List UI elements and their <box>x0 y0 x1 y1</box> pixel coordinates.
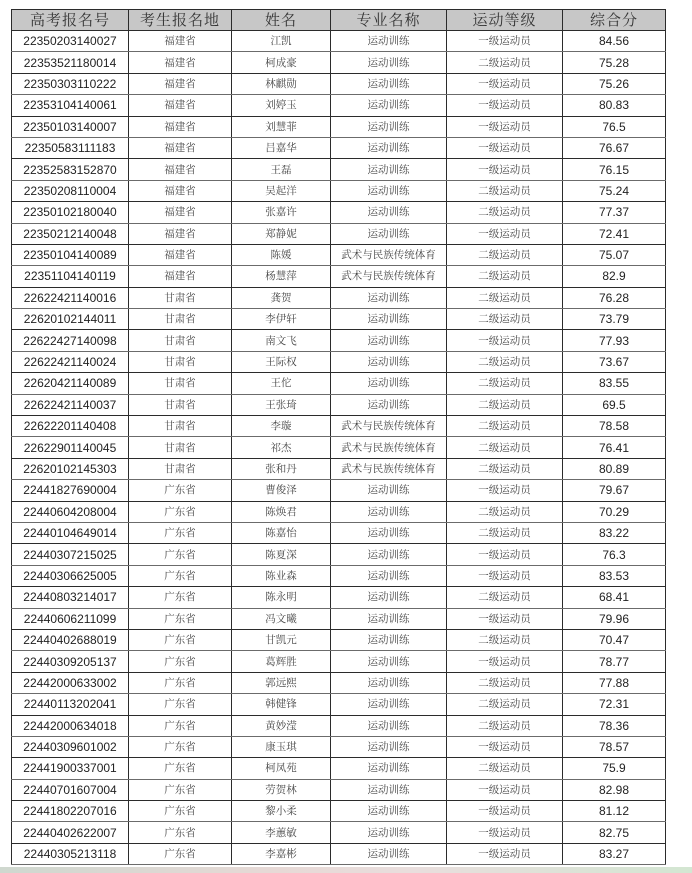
cell-major: 运动训练 <box>331 694 447 715</box>
cell-sports-level: 二级运动员 <box>447 715 563 736</box>
cell-major: 运动训练 <box>331 544 447 565</box>
cell-major: 运动训练 <box>331 672 447 693</box>
cell-exam-id: 22352583152870 <box>12 159 129 180</box>
cell-registration-place: 福建省 <box>129 202 232 223</box>
cell-major: 运动训练 <box>331 522 447 543</box>
cell-exam-id: 22622901140045 <box>12 437 129 458</box>
table-row <box>12 480 666 501</box>
cell-name: 劳贺林 <box>232 779 331 800</box>
cell-major: 武术与民族传统体育 <box>331 458 447 479</box>
cell-exam-id: 22440306625005 <box>12 565 129 586</box>
cell-registration-place: 广东省 <box>129 736 232 757</box>
cell-major: 运动训练 <box>331 501 447 522</box>
cell-exam-id: 22440402622007 <box>12 822 129 843</box>
cell-name: 陈焕君 <box>232 501 331 522</box>
cell-registration-place: 广东省 <box>129 629 232 650</box>
cell-registration-place: 福建省 <box>129 223 232 244</box>
cell-total-score: 78.36 <box>563 715 666 736</box>
cell-exam-id: 22350303110222 <box>12 73 129 94</box>
cell-total-score: 84.56 <box>563 31 666 52</box>
cell-sports-level: 二级运动员 <box>447 587 563 608</box>
cell-name: 王磊 <box>232 159 331 180</box>
cell-sports-level: 二级运动员 <box>447 416 563 437</box>
cell-sports-level: 一级运动员 <box>447 480 563 501</box>
cell-registration-place: 广东省 <box>129 822 232 843</box>
cell-registration-place: 广东省 <box>129 843 232 864</box>
table-row <box>12 822 666 843</box>
cell-exam-id: 22353104140061 <box>12 95 129 116</box>
cell-total-score: 78.77 <box>563 651 666 672</box>
cell-total-score: 76.5 <box>563 116 666 137</box>
cell-sports-level: 二级运动员 <box>447 52 563 73</box>
cell-total-score: 76.67 <box>563 137 666 158</box>
cell-exam-id: 22440604208004 <box>12 501 129 522</box>
cell-name: 李蕙敏 <box>232 822 331 843</box>
cell-registration-place: 甘肃省 <box>129 373 232 394</box>
cell-sports-level: 二级运动员 <box>447 522 563 543</box>
cell-sports-level: 一级运动员 <box>447 137 563 158</box>
cell-major: 武术与民族传统体育 <box>331 437 447 458</box>
cell-major: 武术与民族传统体育 <box>331 266 447 287</box>
cell-total-score: 72.41 <box>563 223 666 244</box>
cell-exam-id: 22440309205137 <box>12 651 129 672</box>
cell-name: 甘凯元 <box>232 629 331 650</box>
cell-sports-level: 一级运动员 <box>447 95 563 116</box>
cell-registration-place: 甘肃省 <box>129 351 232 372</box>
cell-registration-place: 福建省 <box>129 116 232 137</box>
cell-total-score: 76.41 <box>563 437 666 458</box>
cell-name: 刘婷玉 <box>232 95 331 116</box>
table-row <box>12 672 666 693</box>
cell-registration-place: 福建省 <box>129 244 232 265</box>
cell-sports-level: 一级运动员 <box>447 779 563 800</box>
cell-name: 冯文曦 <box>232 608 331 629</box>
cell-exam-id: 22440309601002 <box>12 736 129 757</box>
cell-name: 郭远熙 <box>232 672 331 693</box>
cell-registration-place: 广东省 <box>129 758 232 779</box>
cell-registration-place: 甘肃省 <box>129 309 232 330</box>
cell-major: 运动训练 <box>331 95 447 116</box>
cell-registration-place: 广东省 <box>129 522 232 543</box>
table-row <box>12 31 666 52</box>
cell-sports-level: 一级运动员 <box>447 608 563 629</box>
table-row <box>12 651 666 672</box>
cell-total-score: 83.27 <box>563 843 666 864</box>
cell-exam-id: 22440701607004 <box>12 779 129 800</box>
table-row <box>12 351 666 372</box>
cell-name: 康玉琪 <box>232 736 331 757</box>
cell-registration-place: 广东省 <box>129 694 232 715</box>
cell-sports-level: 一级运动员 <box>447 330 563 351</box>
cell-name: 张嘉许 <box>232 202 331 223</box>
admission-roster-table <box>11 9 666 865</box>
cell-registration-place: 甘肃省 <box>129 330 232 351</box>
table-row <box>12 116 666 137</box>
cell-exam-id: 22622421140016 <box>12 287 129 308</box>
cell-registration-place: 甘肃省 <box>129 416 232 437</box>
cell-exam-id: 22622421140024 <box>12 351 129 372</box>
cell-exam-id: 22620421140089 <box>12 373 129 394</box>
cell-sports-level: 一级运动员 <box>447 736 563 757</box>
cell-total-score: 76.15 <box>563 159 666 180</box>
cell-total-score: 75.07 <box>563 244 666 265</box>
table-row <box>12 587 666 608</box>
cell-registration-place: 甘肃省 <box>129 437 232 458</box>
cell-registration-place: 福建省 <box>129 137 232 158</box>
cell-sports-level: 一级运动员 <box>447 801 563 822</box>
cell-registration-place: 福建省 <box>129 159 232 180</box>
admission-roster-sheet <box>11 9 665 865</box>
cell-major: 武术与民族传统体育 <box>331 416 447 437</box>
cell-total-score: 82.75 <box>563 822 666 843</box>
cell-name: 葛辉胜 <box>232 651 331 672</box>
cell-total-score: 78.57 <box>563 736 666 757</box>
cell-exam-id: 22442000633002 <box>12 672 129 693</box>
cell-registration-place: 广东省 <box>129 565 232 586</box>
table-row <box>12 266 666 287</box>
cell-major: 运动训练 <box>331 31 447 52</box>
cell-name: 韩健锋 <box>232 694 331 715</box>
cell-name: 陈媛 <box>232 244 331 265</box>
cell-major: 运动训练 <box>331 52 447 73</box>
cell-major: 运动训练 <box>331 287 447 308</box>
cell-sports-level: 二级运动员 <box>447 394 563 415</box>
cell-name: 杨慧萍 <box>232 266 331 287</box>
cell-sports-level: 二级运动员 <box>447 373 563 394</box>
cell-registration-place: 福建省 <box>129 266 232 287</box>
cell-major: 运动训练 <box>331 309 447 330</box>
table-row <box>12 394 666 415</box>
cell-name: 李璇 <box>232 416 331 437</box>
table-row <box>12 779 666 800</box>
cell-major: 运动训练 <box>331 373 447 394</box>
cell-total-score: 82.98 <box>563 779 666 800</box>
cell-name: 曹俊泽 <box>232 480 331 501</box>
column-header-registration-place: 考生报名地 <box>129 10 232 31</box>
cell-exam-id: 22620102145303 <box>12 458 129 479</box>
table-row <box>12 501 666 522</box>
cell-major: 运动训练 <box>331 587 447 608</box>
cell-registration-place: 甘肃省 <box>129 287 232 308</box>
table-header-row <box>12 10 666 31</box>
table-row <box>12 202 666 223</box>
cell-exam-id: 22622201140408 <box>12 416 129 437</box>
cell-name: 黎小柔 <box>232 801 331 822</box>
table-row <box>12 694 666 715</box>
cell-exam-id: 22441802207016 <box>12 801 129 822</box>
cell-registration-place: 广东省 <box>129 480 232 501</box>
table-row <box>12 736 666 757</box>
table-row <box>12 715 666 736</box>
cell-exam-id: 22350103140007 <box>12 116 129 137</box>
cell-sports-level: 一级运动员 <box>447 223 563 244</box>
cell-sports-level: 二级运动员 <box>447 266 563 287</box>
cell-exam-id: 22351104140119 <box>12 266 129 287</box>
table-row <box>12 95 666 116</box>
cell-total-score: 83.53 <box>563 565 666 586</box>
cell-sports-level: 二级运动员 <box>447 287 563 308</box>
cell-sports-level: 一级运动员 <box>447 31 563 52</box>
cell-exam-id: 22622421140037 <box>12 394 129 415</box>
cell-total-score: 72.31 <box>563 694 666 715</box>
cell-name: 陈嘉怡 <box>232 522 331 543</box>
cell-sports-level: 二级运动员 <box>447 694 563 715</box>
table-body <box>12 31 666 865</box>
cell-total-score: 77.88 <box>563 672 666 693</box>
cell-name: 江凯 <box>232 31 331 52</box>
cell-name: 陈业森 <box>232 565 331 586</box>
cell-registration-place: 广东省 <box>129 672 232 693</box>
cell-registration-place: 广东省 <box>129 651 232 672</box>
cell-major: 运动训练 <box>331 779 447 800</box>
cell-sports-level: 二级运动员 <box>447 437 563 458</box>
cell-major: 运动训练 <box>331 565 447 586</box>
table-row <box>12 544 666 565</box>
cell-name: 张和丹 <box>232 458 331 479</box>
cell-major: 运动训练 <box>331 180 447 201</box>
cell-registration-place: 福建省 <box>129 180 232 201</box>
column-header-sports-level: 运动等级 <box>447 10 563 31</box>
cell-major: 运动训练 <box>331 351 447 372</box>
cell-total-score: 76.28 <box>563 287 666 308</box>
cell-major: 运动训练 <box>331 330 447 351</box>
cell-sports-level: 一级运动员 <box>447 822 563 843</box>
cell-exam-id: 22350212140048 <box>12 223 129 244</box>
cell-registration-place: 广东省 <box>129 801 232 822</box>
cell-name: 龚贺 <box>232 287 331 308</box>
cell-sports-level: 一级运动员 <box>447 159 563 180</box>
table-row <box>12 223 666 244</box>
cell-major: 运动训练 <box>331 480 447 501</box>
cell-total-score: 75.26 <box>563 73 666 94</box>
cell-exam-id: 22350102180040 <box>12 202 129 223</box>
table-row <box>12 522 666 543</box>
table-row <box>12 244 666 265</box>
cell-major: 运动训练 <box>331 822 447 843</box>
cell-registration-place: 广东省 <box>129 608 232 629</box>
cell-major: 运动训练 <box>331 651 447 672</box>
cell-major: 武术与民族传统体育 <box>331 244 447 265</box>
cell-exam-id: 22350583111183 <box>12 137 129 158</box>
cell-exam-id: 22441827690004 <box>12 480 129 501</box>
cell-major: 运动训练 <box>331 801 447 822</box>
cell-exam-id: 22350208110004 <box>12 180 129 201</box>
cell-exam-id: 22440305213118 <box>12 843 129 864</box>
cell-major: 运动训练 <box>331 159 447 180</box>
cell-sports-level: 二级运动员 <box>447 629 563 650</box>
cell-registration-place: 广东省 <box>129 779 232 800</box>
cell-major: 运动训练 <box>331 223 447 244</box>
cell-name: 陈永明 <box>232 587 331 608</box>
cell-sports-level: 二级运动员 <box>447 351 563 372</box>
cell-total-score: 83.22 <box>563 522 666 543</box>
cell-name: 祁杰 <box>232 437 331 458</box>
cell-name: 柯凤苑 <box>232 758 331 779</box>
cell-sports-level: 一级运动员 <box>447 116 563 137</box>
cell-major: 运动训练 <box>331 116 447 137</box>
cell-total-score: 70.47 <box>563 629 666 650</box>
cell-major: 运动训练 <box>331 394 447 415</box>
cell-exam-id: 22440803214017 <box>12 587 129 608</box>
cell-sports-level: 二级运动员 <box>447 501 563 522</box>
cell-sports-level: 一级运动员 <box>447 843 563 864</box>
cell-exam-id: 22440104649014 <box>12 522 129 543</box>
cell-total-score: 68.41 <box>563 587 666 608</box>
cell-major: 运动训练 <box>331 608 447 629</box>
table-row <box>12 180 666 201</box>
cell-sports-level: 一级运动员 <box>447 544 563 565</box>
cell-total-score: 83.55 <box>563 373 666 394</box>
table-row <box>12 287 666 308</box>
cell-registration-place: 甘肃省 <box>129 394 232 415</box>
cell-sports-level: 一级运动员 <box>447 651 563 672</box>
cell-sports-level: 二级运动员 <box>447 758 563 779</box>
cell-total-score: 73.67 <box>563 351 666 372</box>
cell-total-score: 69.5 <box>563 394 666 415</box>
cell-total-score: 76.3 <box>563 544 666 565</box>
cell-major: 运动训练 <box>331 73 447 94</box>
table-row <box>12 309 666 330</box>
table-row <box>12 843 666 864</box>
table-row <box>12 565 666 586</box>
table-row <box>12 52 666 73</box>
cell-name: 黄妙滢 <box>232 715 331 736</box>
table-row <box>12 608 666 629</box>
table-row <box>12 801 666 822</box>
cell-name: 吴起洋 <box>232 180 331 201</box>
cell-registration-place: 福建省 <box>129 95 232 116</box>
table-row <box>12 373 666 394</box>
cell-total-score: 75.9 <box>563 758 666 779</box>
cell-registration-place: 福建省 <box>129 52 232 73</box>
table-row <box>12 137 666 158</box>
cell-total-score: 80.89 <box>563 458 666 479</box>
cell-total-score: 73.79 <box>563 309 666 330</box>
table-row <box>12 73 666 94</box>
table-row <box>12 458 666 479</box>
cell-exam-id: 22440113202041 <box>12 694 129 715</box>
cell-major: 运动训练 <box>331 629 447 650</box>
cell-major: 运动训练 <box>331 758 447 779</box>
cell-exam-id: 22441900337001 <box>12 758 129 779</box>
cell-sports-level: 一级运动员 <box>447 73 563 94</box>
cell-name: 郑静妮 <box>232 223 331 244</box>
cell-major: 运动训练 <box>331 736 447 757</box>
cell-registration-place: 广东省 <box>129 501 232 522</box>
cell-registration-place: 广东省 <box>129 715 232 736</box>
cell-exam-id: 22622427140098 <box>12 330 129 351</box>
column-header-exam-id: 高考报名号 <box>12 10 129 31</box>
table-row <box>12 758 666 779</box>
cell-registration-place: 广东省 <box>129 544 232 565</box>
cell-name: 王佗 <box>232 373 331 394</box>
table-row <box>12 159 666 180</box>
cell-major: 运动训练 <box>331 137 447 158</box>
cell-name: 刘慧菲 <box>232 116 331 137</box>
cell-total-score: 79.67 <box>563 480 666 501</box>
cell-registration-place: 福建省 <box>129 73 232 94</box>
cell-name: 柯成豪 <box>232 52 331 73</box>
cell-sports-level: 二级运动员 <box>447 202 563 223</box>
cell-name: 李嘉彬 <box>232 843 331 864</box>
bottom-decorative-strip <box>0 867 692 873</box>
table-row <box>12 416 666 437</box>
cell-registration-place: 甘肃省 <box>129 458 232 479</box>
table-row <box>12 330 666 351</box>
cell-exam-id: 22620102144011 <box>12 309 129 330</box>
cell-total-score: 79.96 <box>563 608 666 629</box>
cell-name: 王张琦 <box>232 394 331 415</box>
cell-sports-level: 二级运动员 <box>447 244 563 265</box>
cell-exam-id: 22440402688019 <box>12 629 129 650</box>
cell-total-score: 80.83 <box>563 95 666 116</box>
cell-total-score: 77.37 <box>563 202 666 223</box>
cell-exam-id: 22353521180014 <box>12 52 129 73</box>
cell-name: 陈夏深 <box>232 544 331 565</box>
cell-sports-level: 二级运动员 <box>447 309 563 330</box>
cell-total-score: 77.93 <box>563 330 666 351</box>
cell-total-score: 75.24 <box>563 180 666 201</box>
cell-sports-level: 二级运动员 <box>447 672 563 693</box>
cell-sports-level: 二级运动员 <box>447 180 563 201</box>
cell-exam-id: 22440307215025 <box>12 544 129 565</box>
cell-sports-level: 一级运动员 <box>447 565 563 586</box>
cell-name: 南文飞 <box>232 330 331 351</box>
cell-total-score: 75.28 <box>563 52 666 73</box>
cell-name: 林麒勋 <box>232 73 331 94</box>
cell-exam-id: 22350203140027 <box>12 31 129 52</box>
cell-exam-id: 22350104140089 <box>12 244 129 265</box>
cell-registration-place: 福建省 <box>129 31 232 52</box>
table-row <box>12 629 666 650</box>
cell-name: 王际权 <box>232 351 331 372</box>
cell-total-score: 81.12 <box>563 801 666 822</box>
cell-major: 运动训练 <box>331 715 447 736</box>
column-header-major: 专业名称 <box>331 10 447 31</box>
cell-total-score: 70.29 <box>563 501 666 522</box>
cell-exam-id: 22440606211099 <box>12 608 129 629</box>
table-row <box>12 437 666 458</box>
cell-total-score: 82.9 <box>563 266 666 287</box>
cell-name: 李伊轩 <box>232 309 331 330</box>
cell-name: 吕嘉华 <box>232 137 331 158</box>
column-header-total-score: 综合分 <box>563 10 666 31</box>
column-header-name: 姓名 <box>232 10 331 31</box>
cell-sports-level: 二级运动员 <box>447 458 563 479</box>
cell-major: 运动训练 <box>331 202 447 223</box>
cell-registration-place: 广东省 <box>129 587 232 608</box>
cell-total-score: 78.58 <box>563 416 666 437</box>
cell-major: 运动训练 <box>331 843 447 864</box>
cell-exam-id: 22442000634018 <box>12 715 129 736</box>
